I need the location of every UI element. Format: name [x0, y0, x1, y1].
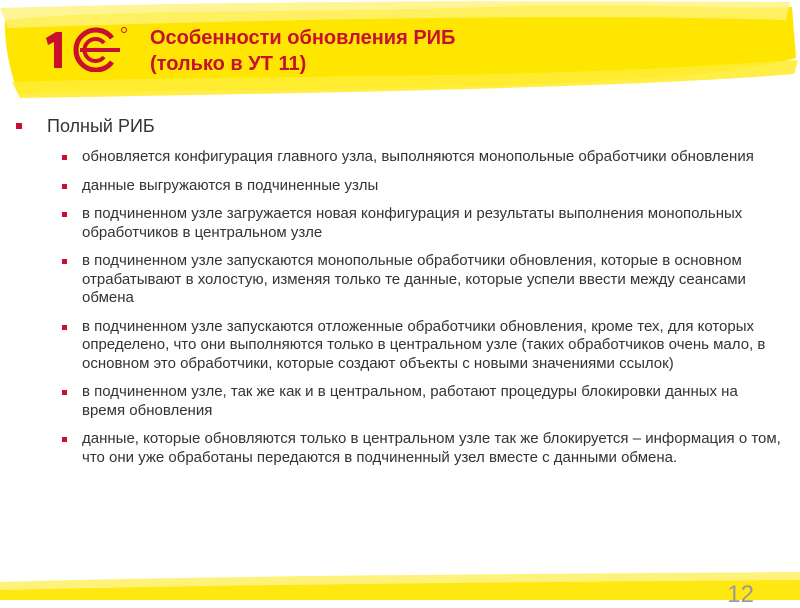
bullet-heading: [0, 114, 800, 138]
sub-bullet-list: [0, 148, 800, 467]
list-item: в подчиненном узле запускаются отложенные обработчики обновления, кроме тех, для которых определено, что они выполняются только в центральном узле (таких обработчиков очень мало, в основном это обработчики, которые создают объекты с новыми значениями ссылок): [0, 318, 782, 374]
square-bullet-icon: [62, 437, 67, 442]
slide-title-line1: Особенности обновления РИБ: [150, 27, 456, 49]
footer-highlight-band: [0, 572, 800, 600]
slide-content: [0, 114, 800, 477]
square-bullet-icon: [62, 390, 67, 395]
square-bullet-icon: [62, 212, 67, 217]
slide-title-line2: (только в УТ 11): [150, 53, 307, 75]
1c-logo-icon: [42, 24, 132, 72]
list-item: в подчиненном узле, так же как и в центральном, работают процедуры блокировки данных на время обновления: [0, 383, 782, 420]
square-bullet-icon: [62, 325, 67, 330]
list-item: в подчиненном узле загружается новая конфигурация и результаты выполнения монопольных обработчиков в центральном узле: [0, 205, 782, 242]
slide-title: [150, 25, 710, 77]
list-item: данные, которые обновляются только в центральном узле так же блокируется – информация о том, что они уже обработаны передаются в подчиненный узел вместе с данными обмена.: [0, 430, 782, 467]
square-bullet-icon: [62, 259, 67, 264]
square-bullet-icon: [62, 155, 67, 160]
page-number: 12: [727, 581, 754, 608]
list-item: данные выгружаются в подчиненные узлы: [0, 177, 782, 196]
square-bullet-icon: [62, 184, 67, 189]
list-item: обновляется конфигурация главного узла, выполняются монопольные обработчики обновления: [0, 148, 782, 167]
list-item: в подчиненном узле запускаются монопольные обработчики обновления, которые в основном отрабатывают в холостую, изменяя только те данные, которые успели ввести между сеансами обмена: [0, 252, 782, 308]
square-bullet-icon: [16, 123, 22, 129]
bullet-heading-text: Полный РИБ: [47, 116, 155, 136]
